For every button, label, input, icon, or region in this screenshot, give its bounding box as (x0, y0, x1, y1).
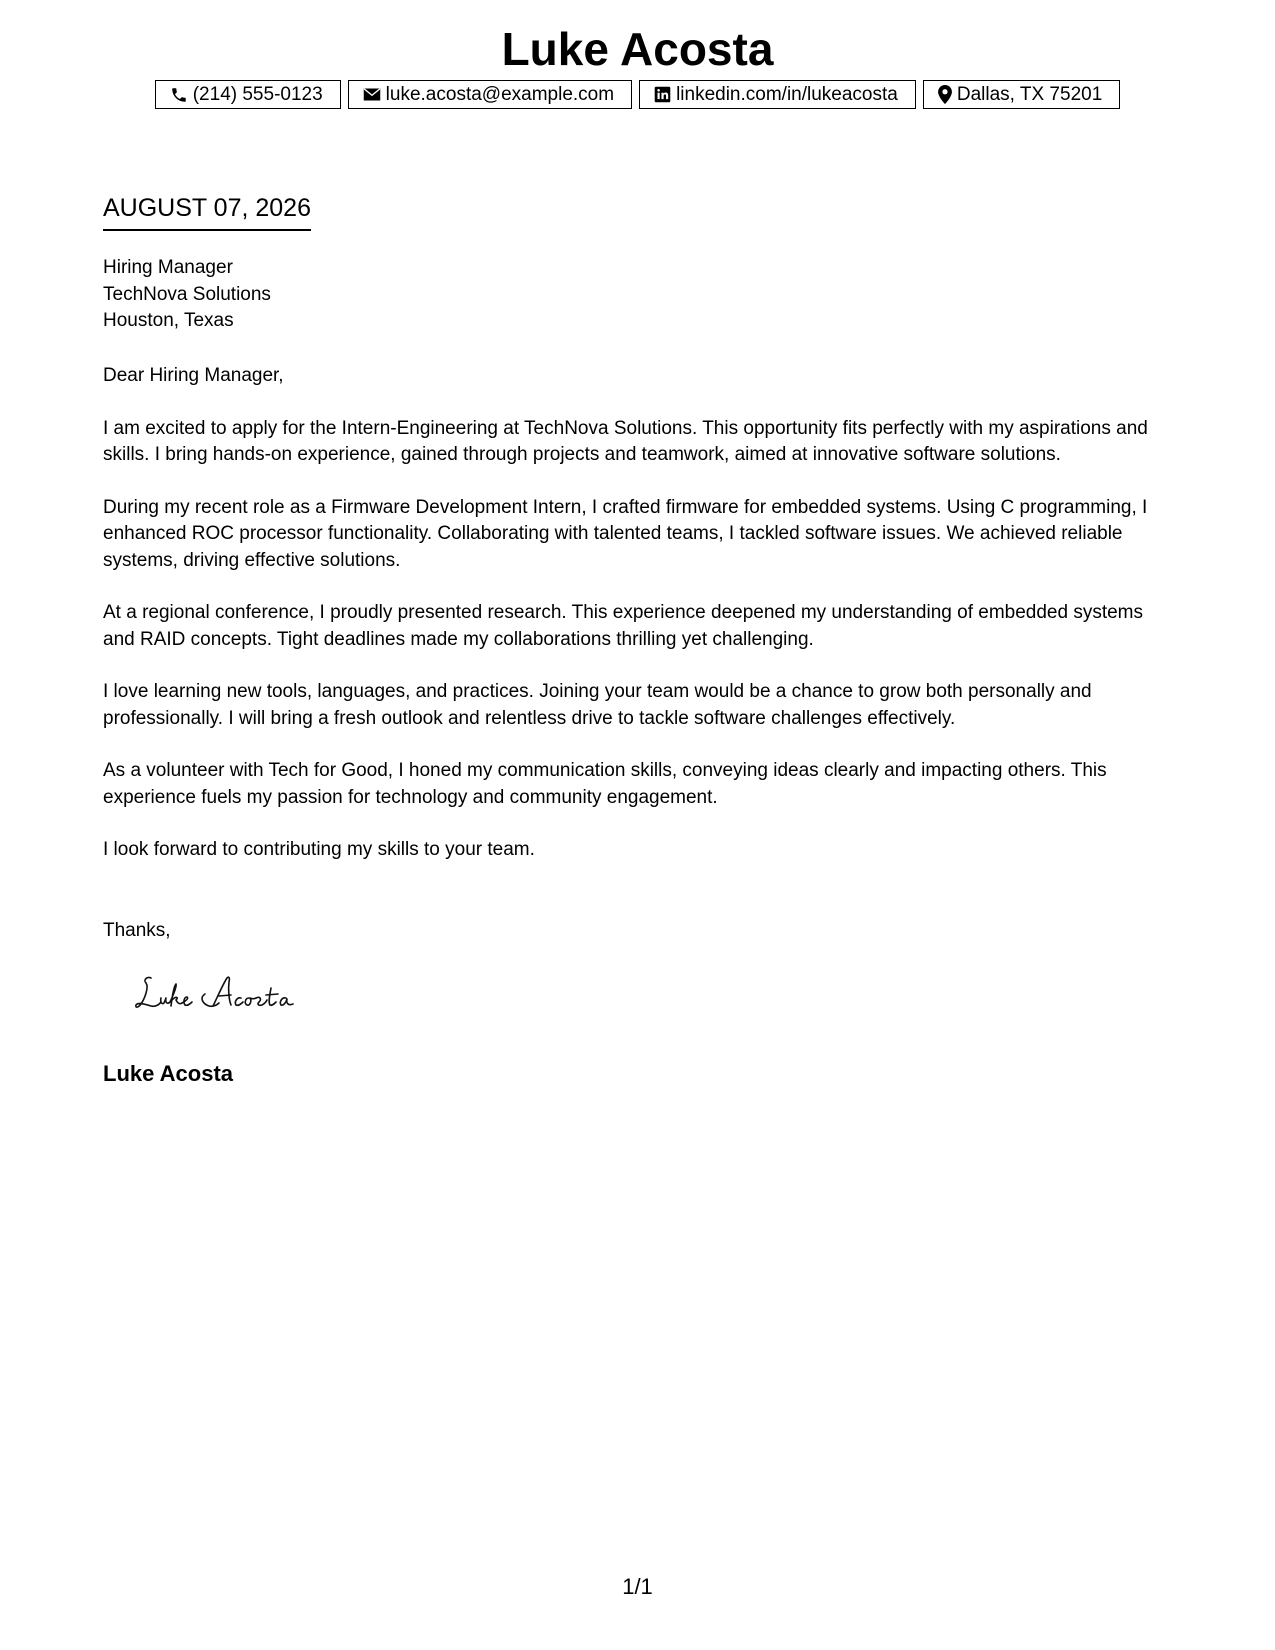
contact-location (923, 80, 1120, 109)
contact-email (348, 80, 632, 109)
recipient-title: Hiring Manager (103, 257, 233, 278)
closing: Thanks, (103, 920, 171, 941)
phone-icon (170, 86, 188, 104)
body-paragraph: At a regional conference, I proudly presented research. This experience deepened my understanding of embedded systems and RAID concepts. Tight deadlines made my collaborations thrilling yet challenging. (103, 602, 1143, 650)
applicant-name: Luke Acosta (501, 23, 774, 75)
location-text: Dallas, TX 75201 (956, 83, 1103, 105)
letter-body (103, 363, 1178, 890)
body-paragraph: I look forward to contributing my skills to your team. (103, 839, 535, 860)
linkedin-text: linkedin.com/in/lukeacosta (676, 83, 898, 105)
body-paragraph: I love learning new tools, languages, and practices. Joining your team would be a chance to grow both personally and professionally. I will bring a fresh outlook and relentless drive to tackle software challenges effectively. (103, 681, 1092, 729)
recipient-company: TechNova Solutions (103, 283, 271, 305)
email-text: luke.acosta@example.com (385, 83, 615, 105)
contact-bar (0, 80, 1275, 109)
page-number: 1/1 (622, 1574, 653, 1599)
recipient-block (103, 255, 271, 335)
letter-date: AUGUST 07, 2026 (103, 193, 311, 231)
contact-linkedin (639, 80, 916, 109)
contact-phone (155, 80, 341, 109)
linkedin-icon (654, 86, 671, 103)
body-paragraph: As a volunteer with Tech for Good, I honed my communication skills, conveying ideas clearly and impacting others. This experience fuels my passion for technology and community engagement. (103, 760, 1107, 808)
signer-name: Luke Acosta (103, 1061, 234, 1086)
envelope-icon (363, 87, 381, 102)
handwritten-signature (133, 968, 333, 1018)
phone-text: (214) 555-0123 (192, 83, 323, 105)
recipient-location: Houston, Texas (103, 310, 234, 331)
map-marker-icon (938, 85, 952, 104)
body-paragraph: I am excited to apply for the Intern-Engineering at TechNova Solutions. This opportunity fits perfectly with my aspirations and skills. I bring hands-on experience, gained through projects and teamwork, aimed at innovative software solutions. (103, 417, 1148, 465)
body-paragraph: During my recent role as a Firmware Development Intern, I crafted firmware for embedded systems. Using C programming, I enhanced ROC processor functionality. Collaborating with talented teams, I tackled software issues. We achieved reliable systems, driving effective solutions. (103, 496, 1148, 571)
salutation: Dear Hiring Manager, (103, 365, 284, 386)
